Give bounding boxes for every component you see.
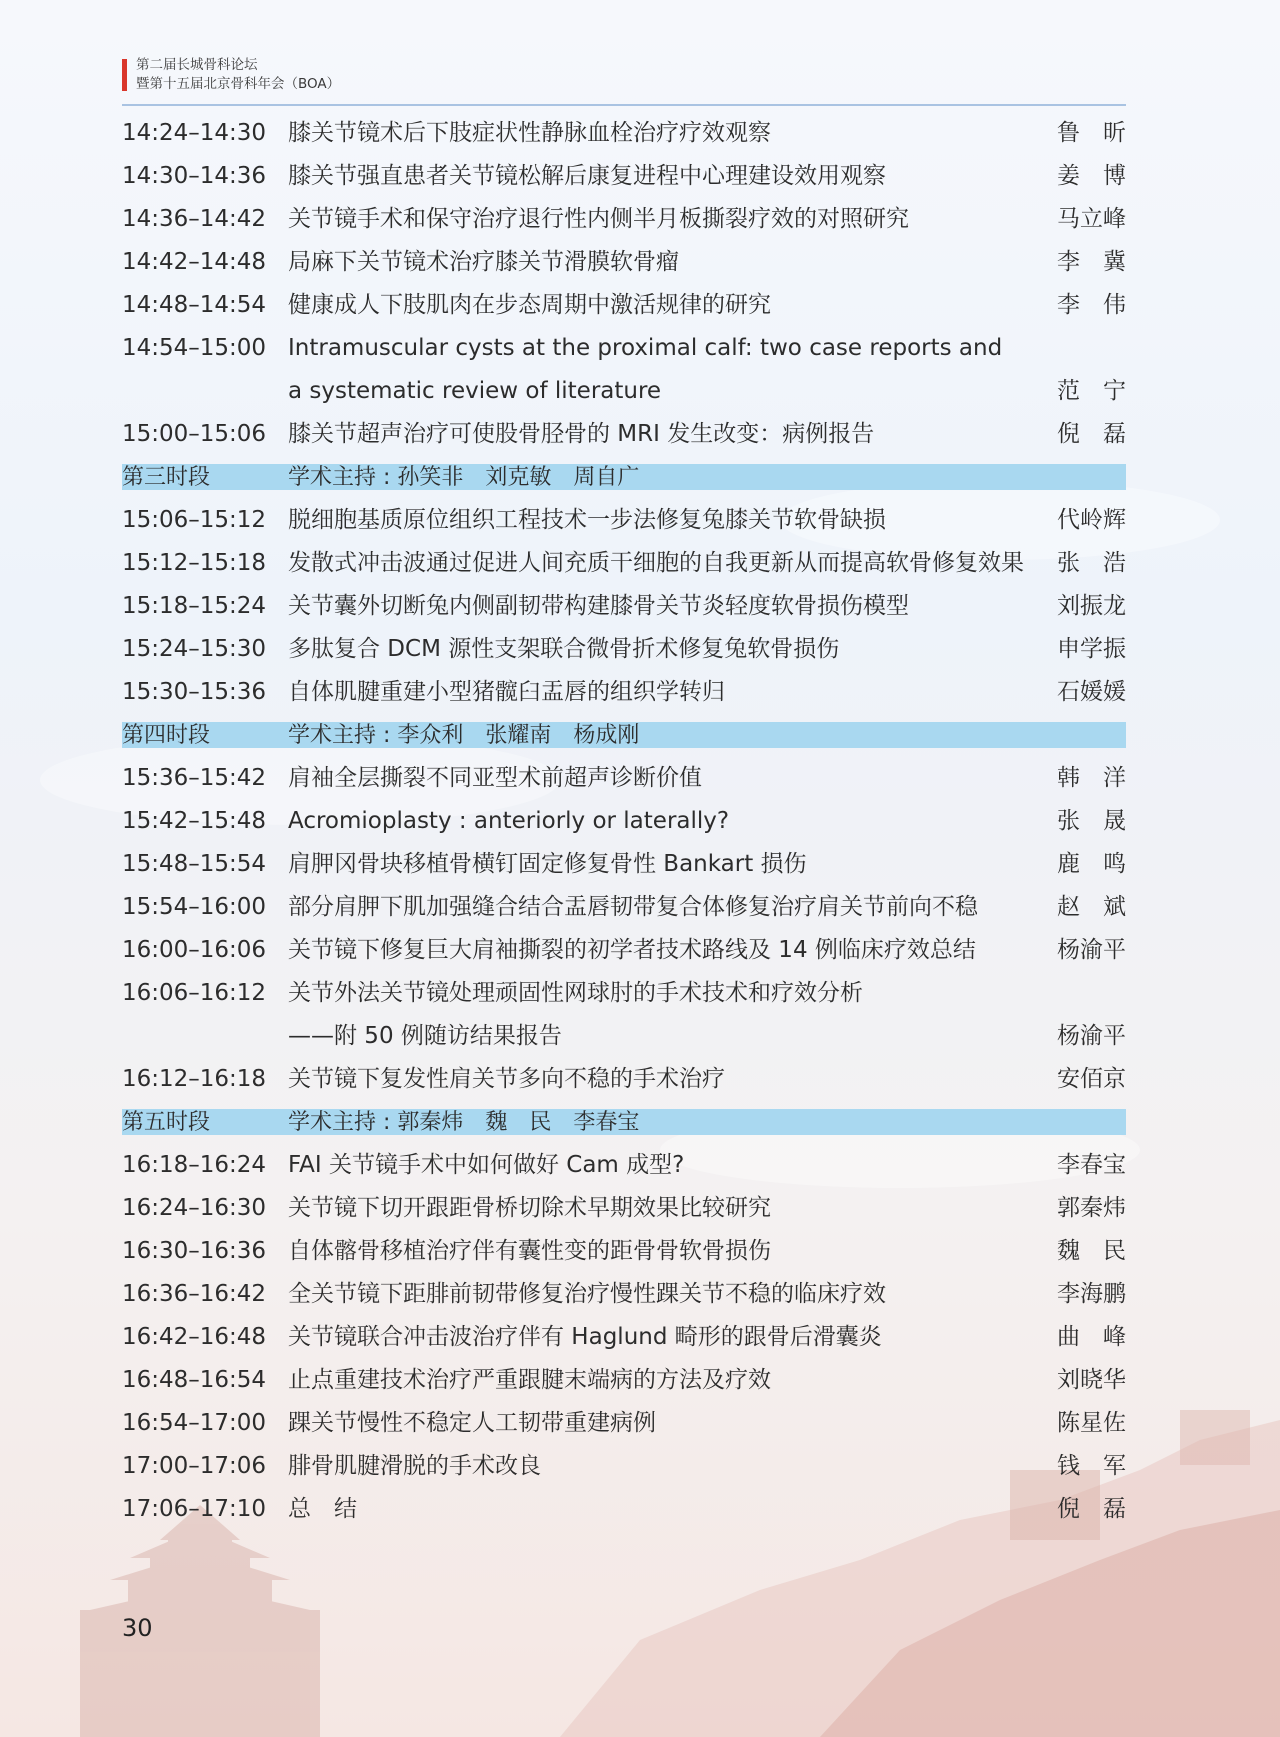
talk-speaker: 张 晟: [1057, 808, 1126, 834]
talk-time: 16:42–16:48: [122, 1324, 267, 1350]
talk-speaker: 鹿 鸣: [1057, 851, 1126, 877]
talk-title: FAI 关节镜手术中如何做好 Cam 成型?: [288, 1152, 685, 1178]
talk-title: 关节镜下修复巨大肩袖撕裂的初学者技术路线及 14 例临床疗效总结: [288, 937, 976, 963]
talk-title: 肩胛冈骨块移植骨横钉固定修复骨性 Bankart 损伤: [288, 851, 807, 877]
talk-speaker: 赵 斌: [1057, 894, 1126, 920]
schedule-row: [122, 413, 1126, 456]
schedule-row: [122, 628, 1126, 671]
schedule-row: [122, 1445, 1126, 1488]
schedule-row: [122, 843, 1126, 886]
header-rule: [122, 104, 1126, 106]
talk-speaker: 李 伟: [1057, 292, 1126, 318]
talk-time: 15:12–15:18: [122, 550, 267, 576]
talk-time: 16:06–16:12: [122, 980, 267, 1006]
talk-time: 14:42–14:48: [122, 249, 267, 275]
talk-speaker: 申学振: [1057, 636, 1126, 662]
talk-speaker: 李海鹏: [1057, 1281, 1126, 1307]
talk-time: 14:24–14:30: [122, 120, 267, 146]
talk-time: 16:30–16:36: [122, 1238, 267, 1264]
talk-speaker: 倪 磊: [1057, 421, 1126, 447]
talk-title: 健康成人下肢肌肉在步态周期中激活规律的研究: [288, 292, 771, 318]
talk-speaker: 李 冀: [1057, 249, 1126, 275]
schedule-row: [122, 671, 1126, 714]
header-text: [136, 56, 340, 94]
talk-speaker: 钱 军: [1057, 1453, 1126, 1479]
talk-speaker: 安佰京: [1057, 1066, 1126, 1092]
talk-speaker: 代岭辉: [1057, 507, 1126, 533]
schedule-row: [122, 929, 1126, 972]
talk-time: 15:24–15:30: [122, 636, 267, 662]
schedule-row: [122, 1015, 1126, 1058]
schedule-row: [122, 1488, 1126, 1531]
talk-time: 15:54–16:00: [122, 894, 267, 920]
talk-title: 自体髂骨移植治疗伴有囊性变的距骨骨软骨损伤: [288, 1238, 771, 1264]
header-accent-bar: [122, 59, 127, 91]
talk-title: 腓骨肌腱滑脱的手术改良: [288, 1453, 541, 1479]
talk-time: 16:18–16:24: [122, 1152, 267, 1178]
talk-time: 17:00–17:06: [122, 1453, 267, 1479]
talk-speaker: 石媛媛: [1057, 679, 1126, 705]
talk-speaker: 姜 博: [1057, 163, 1126, 189]
talk-title: 关节镜下切开跟距骨桥切除术早期效果比较研究: [288, 1195, 771, 1221]
talk-title: 踝关节慢性不稳定人工韧带重建病例: [288, 1410, 656, 1436]
talk-title: 自体肌腱重建小型猪髋臼盂唇的组织学转归: [288, 679, 725, 705]
talk-time: 16:24–16:30: [122, 1195, 267, 1221]
session-chairs: 学术主持 : 郭秦炜 魏 民 李春宝: [288, 1110, 640, 1135]
talk-speaker: 张 浩: [1057, 550, 1126, 576]
schedule-row: [122, 800, 1126, 843]
talk-time: 15:42–15:48: [122, 808, 267, 834]
talk-title: 关节囊外切断兔内侧副韧带构建膝骨关节炎轻度软骨损伤模型: [288, 593, 909, 619]
schedule-row: [122, 155, 1126, 198]
talk-title: 全关节镜下距腓前韧带修复治疗慢性踝关节不稳的临床疗效: [288, 1281, 886, 1307]
talk-speaker: 鲁 昕: [1057, 120, 1126, 146]
talk-speaker: 曲 峰: [1057, 1324, 1126, 1350]
schedule-row: [122, 1316, 1126, 1359]
schedule-row: [122, 585, 1126, 628]
talk-title: 膝关节超声治疗可使股骨胫骨的 MRI 发生改变：病例报告: [288, 421, 875, 447]
schedule-row: [122, 1058, 1126, 1101]
schedule-row: [122, 1359, 1126, 1402]
talk-title: 多肽复合 DCM 源性支架联合微骨折术修复兔软骨损伤: [288, 636, 840, 662]
program-schedule: [122, 112, 1126, 1531]
schedule-row: [122, 499, 1126, 542]
session-label: 第三时段: [122, 465, 211, 490]
talk-time: 15:36–15:42: [122, 765, 267, 791]
talk-title: 膝关节镜术后下肢症状性静脉血栓治疗疗效观察: [288, 120, 771, 146]
talk-speaker: 范 宁: [1057, 378, 1126, 404]
talk-speaker: 陈星佐: [1057, 1410, 1126, 1436]
header-line-1: 第二届长城骨科论坛: [136, 57, 258, 73]
talk-title: 发散式冲击波通过促进人间充质干细胞的自我更新从而提高软骨修复效果: [288, 550, 1024, 576]
schedule-row: [122, 1144, 1126, 1187]
talk-title: 膝关节强直患者关节镜松解后康复进程中心理建设效用观察: [288, 163, 886, 189]
talk-time: 15:00–15:06: [122, 421, 267, 447]
talk-speaker: 杨渝平: [1057, 1023, 1126, 1049]
schedule-row: [122, 757, 1126, 800]
session-label: 第四时段: [122, 723, 211, 748]
schedule-row: [122, 112, 1126, 155]
talk-time: 16:00–16:06: [122, 937, 267, 963]
header-line-2: 暨第十五届北京骨科年会（BOA）: [136, 76, 341, 92]
talk-speaker: 杨渝平: [1057, 937, 1126, 963]
talk-time: 16:48–16:54: [122, 1367, 267, 1393]
talk-time: 14:48–14:54: [122, 292, 267, 318]
schedule-row: [122, 972, 1126, 1015]
talk-title: a systematic review of literature: [288, 378, 662, 404]
talk-title: 关节镜联合冲击波治疗伴有 Haglund 畸形的跟骨后滑囊炎: [288, 1324, 882, 1350]
talk-title: 关节外法关节镜处理顽固性网球肘的手术技术和疗效分析: [288, 980, 863, 1006]
schedule-row: [122, 370, 1126, 413]
talk-speaker: 魏 民: [1057, 1238, 1126, 1264]
talk-title: 脱细胞基质原位组织工程技术一步法修复兔膝关节软骨缺损: [288, 507, 886, 533]
talk-time: 14:30–14:36: [122, 163, 267, 189]
talk-time: 15:06–15:12: [122, 507, 267, 533]
schedule-row: [122, 284, 1126, 327]
schedule-row: [122, 1273, 1126, 1316]
talk-title: Intramuscular cysts at the proximal calf: two case reports and: [288, 335, 1003, 361]
talk-speaker: 倪 磊: [1057, 1496, 1126, 1522]
schedule-row: [122, 886, 1126, 929]
talk-title: 局麻下关节镜术治疗膝关节滑膜软骨瘤: [288, 249, 679, 275]
watchtower-far: [1180, 1410, 1250, 1465]
schedule-row: [122, 198, 1126, 241]
talk-time: 17:06–17:10: [122, 1496, 267, 1522]
talk-title: 部分肩胛下肌加强缝合结合盂唇韧带复合体修复治疗肩关节前向不稳: [288, 894, 978, 920]
talk-time: 15:48–15:54: [122, 851, 267, 877]
talk-time: 15:18–15:24: [122, 593, 267, 619]
talk-time: 14:54–15:00: [122, 335, 267, 361]
session-header: [122, 456, 1126, 499]
temple-of-heaven: [80, 1505, 320, 1737]
talk-title: ——附 50 例随访结果报告: [288, 1023, 562, 1049]
session-chairs: 学术主持 : 孙笑非 刘克敏 周自广: [288, 465, 640, 490]
talk-title: 关节镜手术和保守治疗退行性内侧半月板撕裂疗效的对照研究: [288, 206, 909, 232]
talk-speaker: 刘振龙: [1057, 593, 1126, 619]
schedule-row: [122, 1230, 1126, 1273]
schedule-row: [122, 1402, 1126, 1445]
schedule-row: [122, 542, 1126, 585]
session-header: [122, 714, 1126, 757]
page-number: 30: [122, 1614, 153, 1642]
schedule-row: [122, 241, 1126, 284]
talk-title: 止点重建技术治疗严重跟腱末端病的方法及疗效: [288, 1367, 771, 1393]
talk-speaker: 刘晓华: [1057, 1367, 1126, 1393]
talk-title: Acromioplasty : anteriorly or laterally?: [288, 808, 730, 834]
talk-title: 总 结: [288, 1496, 357, 1522]
schedule-row: [122, 1187, 1126, 1230]
talk-time: 16:36–16:42: [122, 1281, 267, 1307]
talk-time: 16:12–16:18: [122, 1066, 267, 1092]
talk-speaker: 马立峰: [1057, 206, 1126, 232]
talk-time: 16:54–17:00: [122, 1410, 267, 1436]
talk-time: 15:30–15:36: [122, 679, 267, 705]
talk-speaker: 郭秦炜: [1057, 1195, 1126, 1221]
talk-time: 14:36–14:42: [122, 206, 267, 232]
talk-title: 关节镜下复发性肩关节多向不稳的手术治疗: [288, 1066, 725, 1092]
session-label: 第五时段: [122, 1110, 211, 1135]
schedule-row: [122, 327, 1126, 370]
session-header: [122, 1101, 1126, 1144]
talk-title: 肩袖全层撕裂不同亚型术前超声诊断价值: [288, 765, 702, 791]
talk-speaker: 李春宝: [1057, 1152, 1126, 1178]
session-chairs: 学术主持 : 李众利 张耀南 杨成刚: [288, 723, 640, 748]
talk-speaker: 韩 洋: [1057, 765, 1126, 791]
